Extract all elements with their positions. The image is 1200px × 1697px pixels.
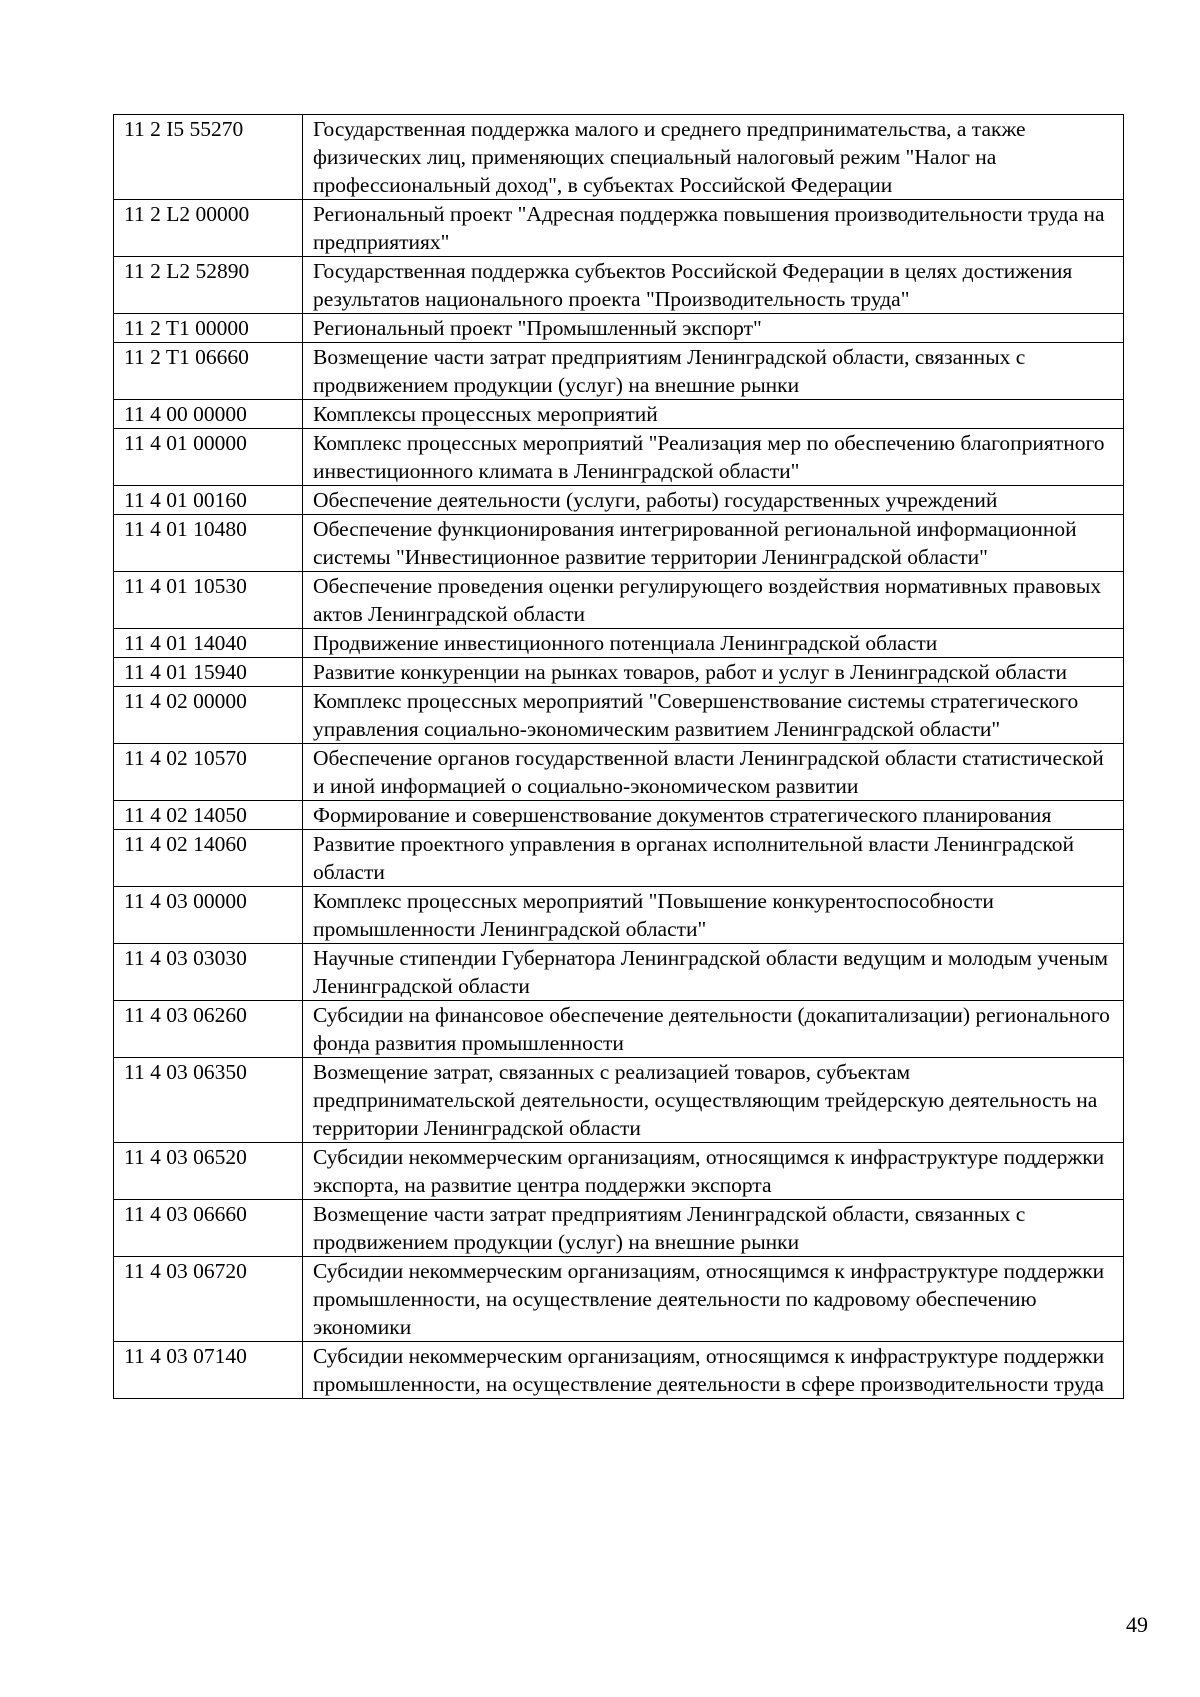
row-code-cell: 11 4 02 14060 [114, 830, 303, 887]
row-code-cell: 11 4 01 10480 [114, 515, 303, 572]
row-code-cell: 11 4 02 10570 [114, 744, 303, 801]
row-name-cell: Комплексы процессных мероприятий [303, 400, 1124, 429]
row-code-cell: 11 4 02 00000 [114, 687, 303, 744]
table-body [114, 115, 1124, 1399]
row-name-cell: Государственная поддержка субъектов Российской Федерации в целях достижения результатов национального проекта "Производительность труда" [303, 257, 1124, 314]
row-name-cell: Развитие конкуренции на рынках товаров, работ и услуг в Ленинградской области [303, 658, 1124, 687]
table-row [114, 1058, 1124, 1143]
row-code-cell: 11 4 01 14040 [114, 629, 303, 658]
table-row [114, 887, 1124, 944]
row-code-cell: 11 4 01 10530 [114, 572, 303, 629]
row-code-cell: 11 4 01 15940 [114, 658, 303, 687]
row-name-cell: Субсидии некоммерческим организациям, относящимся к инфраструктуре поддержки экспорта, на развитие центра поддержки экспорта [303, 1143, 1124, 1200]
row-name-cell: Субсидии на финансовое обеспечение деятельности (докапитализации) регионального фонда развития промышленности [303, 1001, 1124, 1058]
budget-code-table [113, 114, 1124, 1399]
table-row [114, 801, 1124, 830]
row-code-cell: 11 2 T1 00000 [114, 314, 303, 343]
table-row [114, 400, 1124, 429]
row-code-cell: 11 4 00 00000 [114, 400, 303, 429]
table-row [114, 830, 1124, 887]
table-row [114, 744, 1124, 801]
row-name-cell: Субсидии некоммерческим организациям, относящимся к инфраструктуре поддержки промышленности, на осуществление деятельности по кадровому обеспечению экономики [303, 1257, 1124, 1342]
row-name-cell: Обеспечение органов государственной власти Ленинградской области статистической и иной информацией о социально-экономическом развитии [303, 744, 1124, 801]
row-name-cell: Государственная поддержка малого и среднего предпринимательства, а также физических лиц, применяющих специальный налоговый режим "Налог на профессиональный доход", в субъектах Российской Федерации [303, 115, 1124, 200]
row-name-cell: Научные стипендии Губернатора Ленинградской области ведущим и молодым ученым Ленинградской области [303, 944, 1124, 1001]
table-row [114, 1200, 1124, 1257]
row-name-cell: Продвижение инвестиционного потенциала Ленинградской области [303, 629, 1124, 658]
row-name-cell: Развитие проектного управления в органах исполнительной власти Ленинградской области [303, 830, 1124, 887]
table-row [114, 314, 1124, 343]
table-row [114, 629, 1124, 658]
row-code-cell: 11 2 L2 00000 [114, 200, 303, 257]
row-code-cell: 11 4 03 06350 [114, 1058, 303, 1143]
row-code-cell: 11 4 02 14050 [114, 801, 303, 830]
row-name-cell: Комплекс процессных мероприятий "Повышение конкурентоспособности промышленности Ленинградской области" [303, 887, 1124, 944]
row-name-cell: Возмещение части затрат предприятиям Ленинградской области, связанных с продвижением продукции (услуг) на внешние рынки [303, 343, 1124, 400]
row-name-cell: Региональный проект "Адресная поддержка повышения производительности труда на предприятиях" [303, 200, 1124, 257]
row-code-cell: 11 4 01 00160 [114, 486, 303, 515]
row-name-cell: Комплекс процессных мероприятий "Совершенствование системы стратегического управления социально-экономическим развитием Ленинградской области" [303, 687, 1124, 744]
table-row [114, 515, 1124, 572]
row-code-cell: 11 4 03 06520 [114, 1143, 303, 1200]
row-code-cell: 11 4 03 06720 [114, 1257, 303, 1342]
table-row [114, 115, 1124, 200]
row-name-cell: Обеспечение функционирования интегрированной региональной информационной системы "Инвестиционное развитие территории Ленинградской области" [303, 515, 1124, 572]
table-row [114, 1257, 1124, 1342]
row-code-cell: 11 4 03 03030 [114, 944, 303, 1001]
table-row [114, 1143, 1124, 1200]
row-name-cell: Субсидии некоммерческим организациям, относящимся к инфраструктуре поддержки промышленности, на осуществление деятельности в сфере производительности труда [303, 1342, 1124, 1399]
row-code-cell: 11 4 03 07140 [114, 1342, 303, 1399]
row-name-cell: Комплекс процессных мероприятий "Реализация мер по обеспечению благоприятного инвестиционного климата в Ленинградской области" [303, 429, 1124, 486]
table-row [114, 572, 1124, 629]
table-row [114, 1342, 1124, 1399]
table-row [114, 429, 1124, 486]
row-name-cell: Возмещение части затрат предприятиям Ленинградской области, связанных с продвижением продукции (услуг) на внешние рынки [303, 1200, 1124, 1257]
table-row [114, 257, 1124, 314]
row-code-cell: 11 4 03 06260 [114, 1001, 303, 1058]
table-row [114, 1001, 1124, 1058]
row-code-cell: 11 2 L2 52890 [114, 257, 303, 314]
table-row [114, 658, 1124, 687]
table-row [114, 200, 1124, 257]
row-code-cell: 11 4 03 06660 [114, 1200, 303, 1257]
page-number: 49 [1126, 1612, 1148, 1637]
table-row [114, 486, 1124, 515]
row-name-cell: Обеспечение деятельности (услуги, работы) государственных учреждений [303, 486, 1124, 515]
row-code-cell: 11 2 T1 06660 [114, 343, 303, 400]
row-name-cell: Региональный проект "Промышленный экспорт" [303, 314, 1124, 343]
table-row [114, 687, 1124, 744]
row-code-cell: 11 2 I5 55270 [114, 115, 303, 200]
row-name-cell: Обеспечение проведения оценки регулирующего воздействия нормативных правовых актов Ленинградской области [303, 572, 1124, 629]
table-row [114, 944, 1124, 1001]
row-code-cell: 11 4 01 00000 [114, 429, 303, 486]
row-name-cell: Формирование и совершенствование документов стратегического планирования [303, 801, 1124, 830]
row-name-cell: Возмещение затрат, связанных с реализацией товаров, субъектам предпринимательской деятельности, осуществляющим трейдерскую деятельность на территории Ленинградской области [303, 1058, 1124, 1143]
table-row [114, 343, 1124, 400]
row-code-cell: 11 4 03 00000 [114, 887, 303, 944]
